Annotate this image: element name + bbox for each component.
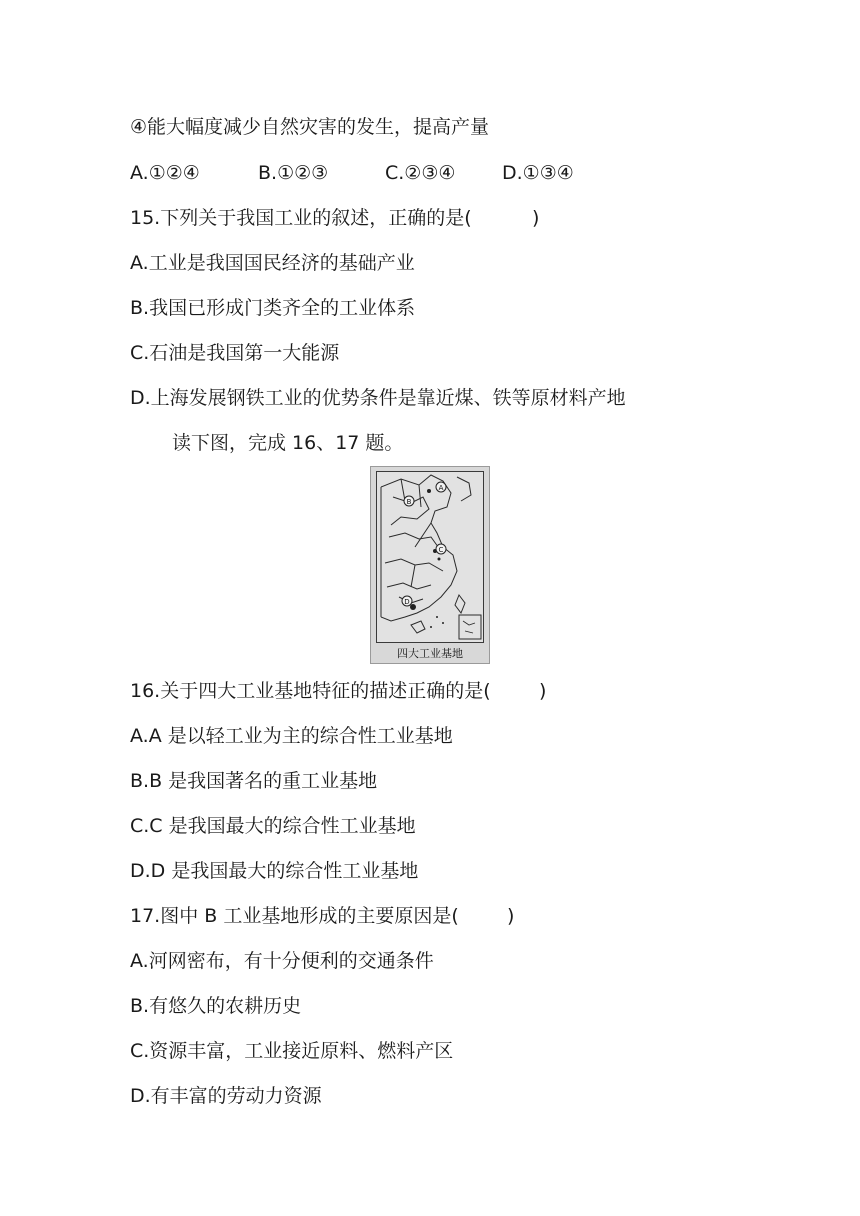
q14-option-c: C.②③④: [385, 162, 456, 184]
q15-stem: 15.下列关于我国工业的叙述，正确的是( ): [130, 207, 540, 229]
q14-option-b: B.①②③: [258, 162, 329, 184]
q14-options-row: [130, 161, 650, 185]
q14-option-a: A.①②④: [130, 162, 200, 184]
q15-option-d: D.上海发展钢铁工业的优势条件是靠近煤、铁等原材料产地: [130, 387, 626, 409]
q16-option-c: C.C 是我国最大的综合性工业基地: [130, 815, 416, 837]
q17-option-d: D.有丰富的劳动力资源: [130, 1085, 322, 1107]
q17-stem: 17.图中 B 工业基地形成的主要原因是( ): [130, 905, 515, 927]
read-map-instruction: 读下图，完成 16、17 题。: [172, 432, 404, 454]
q16-option-b: B.B 是我国著名的重工业基地: [130, 770, 378, 792]
q16-option-d: D.D 是我国最大的综合性工业基地: [130, 860, 419, 882]
q15-option-b: B.我国已形成门类齐全的工业体系: [130, 297, 416, 319]
q16-stem: 16.关于四大工业基地特征的描述正确的是( ): [130, 680, 547, 702]
q14-option-4: ④能大幅度减少自然灾害的发生，提高产量: [130, 116, 490, 138]
map-marker-b: B: [406, 498, 412, 506]
q17-option-a: A.河网密布，有十分便利的交通条件: [130, 950, 434, 972]
map-graphic: [371, 467, 491, 665]
q16-option-a: A.A 是以轻工业为主的综合性工业基地: [130, 725, 453, 747]
q17-option-b: B.有悠久的农耕历史: [130, 995, 302, 1017]
map-marker-c: C: [438, 546, 444, 554]
map-marker-a: A: [438, 484, 444, 492]
q15-option-a: A.工业是我国国民经济的基础产业: [130, 252, 415, 274]
q15-option-c: C.石油是我国第一大能源: [130, 342, 340, 364]
q14-option-d: D.①③④: [502, 162, 574, 184]
q17-option-c: C.资源丰富，工业接近原料、燃料产区: [130, 1040, 454, 1062]
map-caption: 四大工业基地: [397, 647, 463, 660]
map-marker-d: D: [404, 598, 410, 606]
industrial-bases-map: [370, 466, 490, 664]
